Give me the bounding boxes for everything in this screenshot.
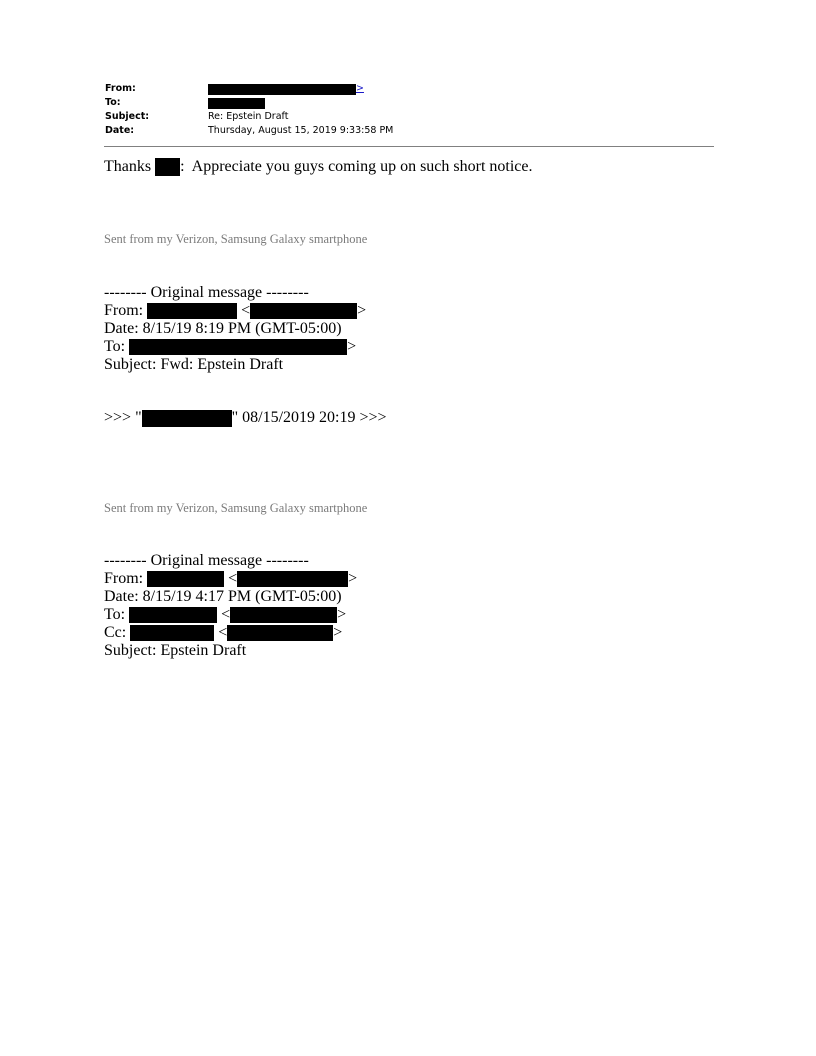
redaction-box <box>250 303 357 319</box>
header-date-label: Date: <box>105 125 135 136</box>
original-from-line: From: < > <box>104 302 367 319</box>
header-subject-row <box>105 110 714 124</box>
original-to-line: To: < > <box>104 606 347 623</box>
header-divider <box>104 146 714 147</box>
header-to-label: To: <box>105 97 121 108</box>
redaction-box <box>208 98 265 109</box>
redaction-box <box>142 410 232 427</box>
redaction-box <box>230 607 337 623</box>
thanks-prefix: Thanks <box>104 158 156 175</box>
header-subject-label: Subject: <box>105 111 150 122</box>
header-date-row <box>105 124 714 138</box>
redaction-box <box>130 625 214 641</box>
email-header <box>105 82 714 138</box>
redaction-box <box>147 571 224 587</box>
header-from-row <box>105 82 714 96</box>
signature-1: Sent from my Verizon, Samsung Galaxy smartphone <box>104 232 368 246</box>
thanks-text: : Appreciate you guys coming up on such short notice. <box>180 158 533 175</box>
redaction-box <box>208 84 356 95</box>
redaction-box <box>129 339 347 355</box>
original-from-line: From: < > <box>104 570 358 587</box>
header-from-label: From: <box>105 83 136 94</box>
header-date-value: Thursday, August 15, 2019 9:33:58 PM <box>208 125 394 136</box>
original-date-line: Date: 8/15/19 8:19 PM (GMT-05:00) <box>104 320 342 337</box>
redaction-box <box>129 607 217 623</box>
original-date-line: Date: 8/15/19 4:17 PM (GMT-05:00) <box>104 588 342 605</box>
original-cc-line: Cc: < > <box>104 624 343 641</box>
redaction-box <box>237 571 348 587</box>
header-subject-value: Re: Epstein Draft <box>208 111 289 122</box>
original-message-divider: -------- Original message -------- <box>104 284 309 301</box>
message-body-line <box>104 157 533 177</box>
original-message-divider: -------- Original message -------- <box>104 552 309 569</box>
redaction-box <box>227 625 333 641</box>
original-subject-line: Subject: Epstein Draft <box>104 642 247 659</box>
original-message-1 <box>104 284 366 374</box>
redaction-box <box>147 303 237 319</box>
forward-marker-line: >>> " " 08/15/2019 20:19 >>> <box>104 409 387 426</box>
header-from-email-link[interactable]: > <box>356 83 364 94</box>
original-message-2 <box>104 552 357 660</box>
signature-2: Sent from my Verizon, Samsung Galaxy smartphone <box>104 501 368 515</box>
original-to-line: To: > <box>104 338 357 355</box>
header-to-row <box>105 96 714 110</box>
redaction-box <box>155 158 180 176</box>
original-subject-line: Subject: Fwd: Epstein Draft <box>104 356 284 373</box>
